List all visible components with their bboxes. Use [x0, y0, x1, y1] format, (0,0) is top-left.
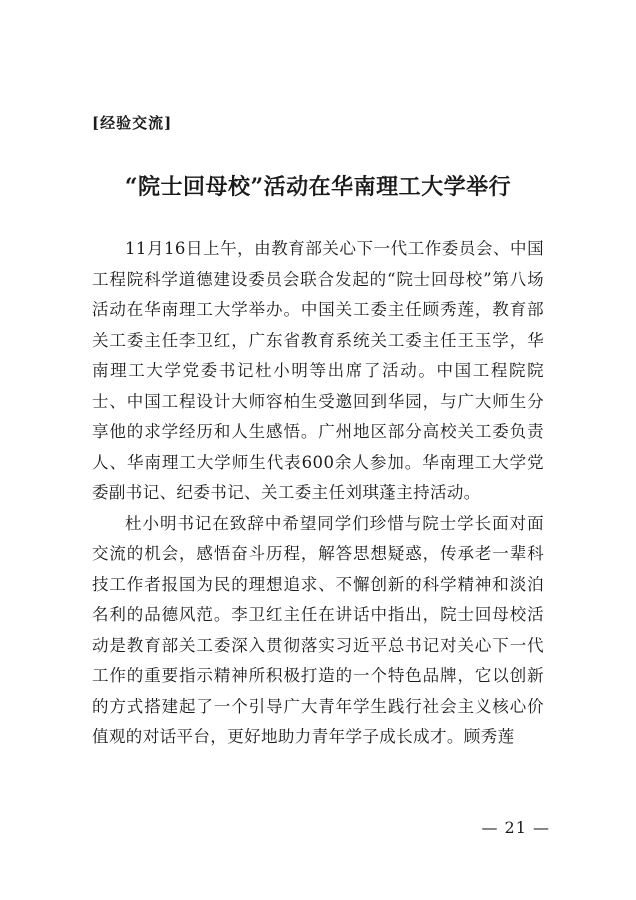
paragraph: 11月16日上午，由教育部关心下一代工作委员会、中国工程院科学道德建设委员会联合发起的“院士回母校”第八场活动在华南理工大学举办。中国关工委主任顾秀莲，教育部关工委主任李卫红，广东省教育系统关工委主任王玉学，华南理工大学党委书记杜小明等出席了活动。中国工程院院士、中国工程设计大师容柏生受邀回到华园，与广大师生分享他的求学经历和人生感悟。广州地区部分高校关工委负责人、华南理工大学师生代表600余人参加。华南理工大学党委副书记、纪委书记、关工委主任刘琪蓬主持活动。	[92, 239, 544, 502]
section-tag: [经验交流]	[92, 114, 173, 132]
article-body	[92, 234, 544, 753]
paragraph: 杜小明书记在致辞中希望同学们珍惜与院士学长面对面交流的机会，感悟奋斗历程，解答思想疑惑，传承老一辈科技工作者报国为民的理想追求、不懈创新的科学精神和淡泊名利的品德风范。李卫红主任在讲话中指出，院士回母校活动是教育部关工委深入贯彻落实习近平总书记对关心下一代工作的重要指示精神所积极打造的一个特色品牌，它以创新的方式搭建起了一个引导广大青年学生践行社会主义核心价值观的对话平台，更好地助力青年学子成长成才。顾秀莲	[92, 513, 544, 746]
page-number: — 21 —	[481, 818, 550, 837]
article-title: “院士回母校”活动在华南理工大学举行	[124, 174, 512, 200]
